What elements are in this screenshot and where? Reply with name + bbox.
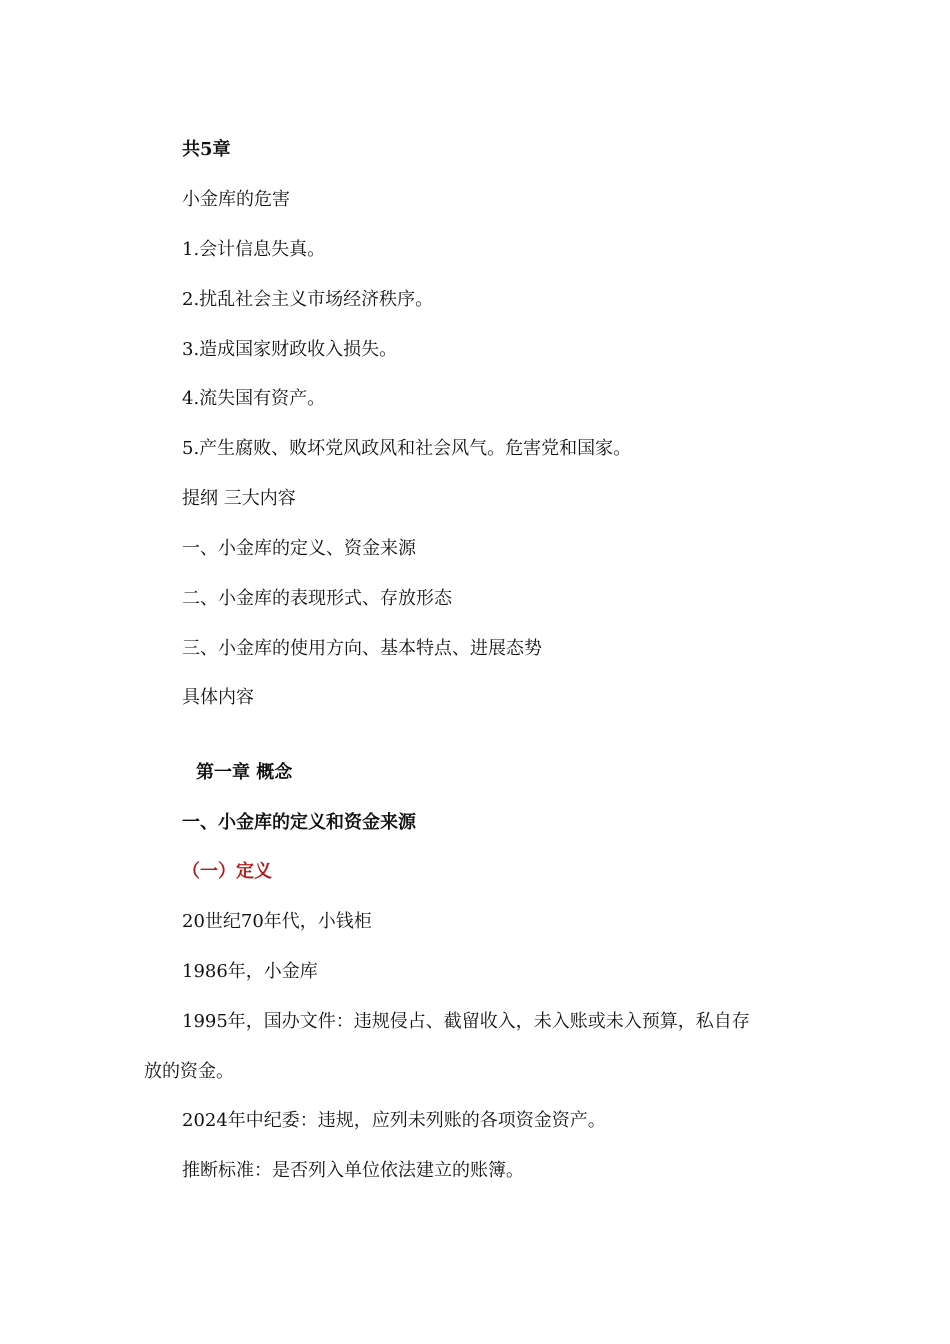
harm-item-2: 2.扰乱社会主义市场经济秩序。 <box>182 289 434 310</box>
harm-item-4: 4.流失国有资产。 <box>182 388 326 409</box>
specific-content-heading: 具体内容 <box>182 687 254 708</box>
chapter-count: 共5章 <box>182 139 231 160</box>
definition-line-1986: 1986年，小金库 <box>182 961 318 982</box>
definition-line-2024: 2024年中纪委：违规，应列未列账的各项资金资产。 <box>182 1110 606 1131</box>
subsection-definition-title: （一）定义 <box>182 861 272 882</box>
definition-line-1995-cont: 放的资金。 <box>144 1061 234 1082</box>
harm-item-1: 1.会计信息失真。 <box>182 239 326 260</box>
harm-item-3: 3.造成国家财政收入损失。 <box>182 339 398 360</box>
outline-heading: 提纲 三大内容 <box>182 488 296 509</box>
chapter-1-title: 第一章 概念 <box>196 762 293 783</box>
section-1-title: 一、小金库的定义和资金来源 <box>182 812 416 833</box>
outline-item-3: 三、小金库的使用方向、基本特点、进展态势 <box>182 638 542 659</box>
section-heading-harms: 小金库的危害 <box>182 189 290 210</box>
outline-item-2: 二、小金库的表现形式、存放形态 <box>182 588 452 609</box>
harm-item-5: 5.产生腐败、败坏党风政风和社会风气。危害党和国家。 <box>182 438 632 459</box>
judgment-standard: 推断标准：是否列入单位依法建立的账簿。 <box>182 1160 524 1181</box>
definition-line-1970s: 20世纪70年代，小钱柜 <box>182 911 372 932</box>
outline-item-1: 一、小金库的定义、资金来源 <box>182 538 416 559</box>
definition-line-1995: 1995年，国办文件：违规侵占、截留收入，未入账或未入预算，私自存 <box>182 1011 750 1032</box>
